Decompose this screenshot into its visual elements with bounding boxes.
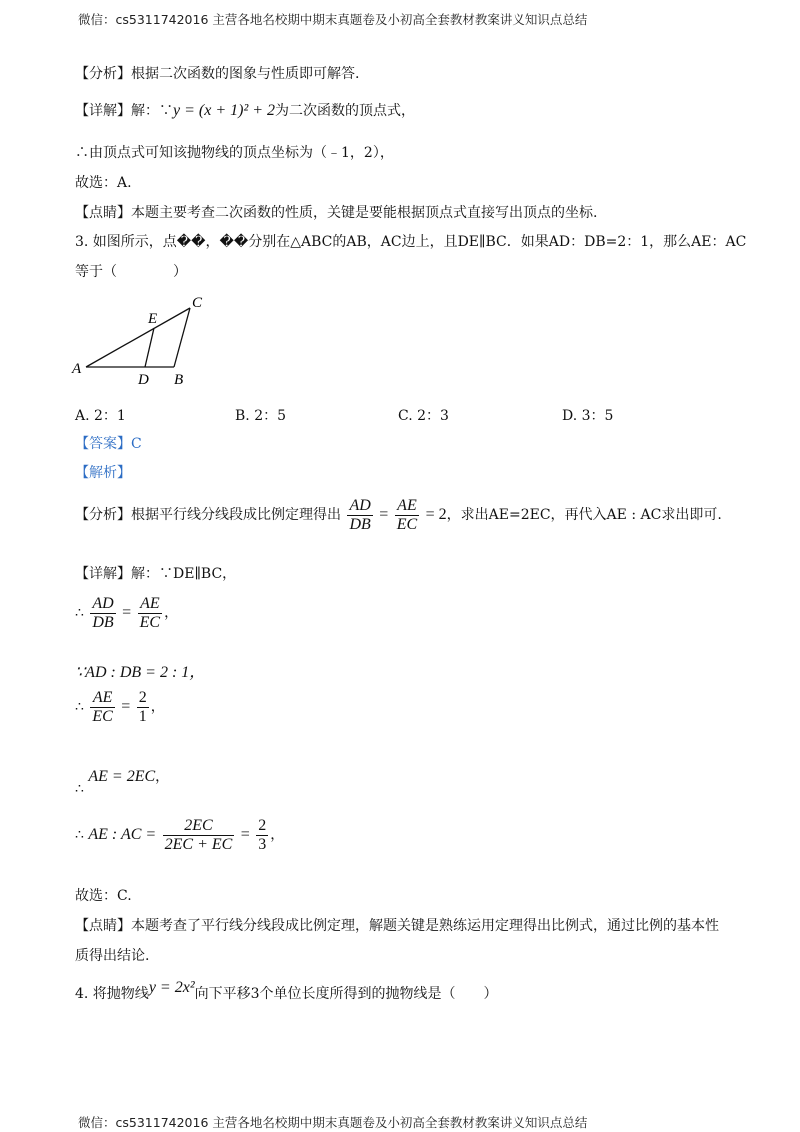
q3-analysis-prefix: 【分析】根据平行线分线段成比例定理得出 — [75, 507, 341, 523]
q3-analysis-suffix: ，求出AE=2EC，再代入AE : AC求出即可. — [446, 507, 722, 523]
frac-2-3 — [256, 817, 268, 854]
q2-analysis: 【分析】根据二次函数的图象与性质即可解答. — [75, 66, 360, 82]
triangle-figure — [70, 292, 220, 392]
q2-detail-prefix: 【详解】解：∵ — [75, 103, 173, 119]
q4-stem-suffix: 向下平移3个单位长度所得到的抛物线是（ ） — [194, 986, 498, 1002]
q2-formula: y = (x + 1)² + 2 — [173, 102, 276, 119]
frac-num: 2 — [258, 816, 267, 834]
frac-num: AE — [395, 497, 419, 516]
q3-step2: ∵AD : DB = 2 : 1， — [75, 664, 206, 681]
q3-option-a: A. 2：1 — [75, 408, 126, 424]
therefore-symbol: ∴ — [75, 605, 84, 621]
q3-step4 — [75, 762, 170, 797]
frac-ae-ec — [138, 595, 162, 632]
q4-stem-prefix: 4. 将抛物线 — [75, 986, 149, 1002]
q2-choice: 故选：A. — [75, 175, 132, 191]
q3-step1 — [75, 594, 178, 632]
frac-num: 2EC — [163, 817, 235, 836]
q3-option-b: B. 2：5 — [235, 408, 287, 424]
q3-stem-line2: 等于（ ） — [75, 264, 187, 280]
frac-den: EC — [396, 515, 418, 533]
segment-bc — [174, 308, 190, 367]
q2-detail-suffix: 为二次函数的顶点式， — [275, 103, 416, 119]
equals-two: = 2 — [425, 506, 447, 523]
q3-choice: 故选：C. — [75, 888, 132, 904]
q3-step3 — [75, 688, 165, 726]
q3-option-d: D. 3：5 — [562, 408, 614, 424]
page-header: 微信：cs5311742016 主营各地名校期中期末真题卷及小初高全套教材教案讲义知识点总结 — [78, 12, 588, 27]
comma: ， — [150, 699, 165, 715]
label-b: B — [174, 372, 184, 388]
therefore-symbol: ∴ — [75, 781, 84, 797]
label-a: A — [72, 361, 82, 377]
equals: = — [121, 698, 131, 715]
page-footer: 微信：cs5311742016 主营各地名校期中期末真题卷及小初高全套教材教案讲义知识点总结 — [78, 1115, 588, 1130]
q3-explain-tag: 【解析】 — [75, 465, 131, 481]
q3-answer-tag: 【答案】C — [75, 436, 142, 452]
frac-den: EC — [92, 707, 113, 725]
q4-stem — [75, 979, 498, 1004]
therefore-symbol: ∴ — [75, 827, 84, 843]
frac-2ec-3ec — [163, 817, 235, 854]
frac-den: 1 — [138, 707, 147, 725]
ae-ac-ratio: AE : AC = — [88, 826, 157, 843]
frac-ad-db — [347, 497, 372, 534]
frac-den: EC — [139, 613, 161, 631]
q2-detail — [75, 101, 415, 121]
equals: = — [379, 506, 389, 523]
frac-num: 2 — [138, 688, 147, 706]
label-c: C — [192, 295, 203, 311]
label-e: E — [148, 311, 158, 327]
frac-num: AE — [90, 689, 114, 708]
frac-den: DB — [92, 613, 114, 631]
frac-num: AE — [138, 595, 162, 614]
therefore-symbol: ∴ — [75, 699, 84, 715]
q3-step5 — [75, 816, 284, 854]
q2-comment: 【点睛】本题主要考查二次函数的性质，关键是要能根据顶点式直接写出顶点的坐标. — [75, 205, 598, 221]
q3-detail: 【详解】解：∵DE∥BC， — [75, 566, 237, 582]
ae-equals-2ec: AE = 2EC — [88, 768, 156, 785]
frac-den: 2EC + EC — [164, 835, 233, 853]
q3-option-c: C. 2：3 — [398, 408, 449, 424]
equals: = — [240, 826, 250, 843]
frac-den: DB — [349, 515, 371, 533]
q3-comment-line2: 质得出结论. — [75, 948, 150, 964]
comma: ， — [155, 769, 170, 785]
frac-2-1 — [137, 689, 149, 726]
q3-stem-line1: 3. 如图所示，点��，��分别在△ABC的AB，AC边上，且DE∥BC．如果AD：DB=2：1，那么AE：AC — [75, 234, 747, 250]
q4-formula: y = 2x² — [148, 979, 195, 996]
segment-de — [145, 328, 154, 367]
equals: = — [122, 604, 132, 621]
q3-analysis — [75, 496, 722, 534]
frac-ad-db — [90, 595, 115, 632]
frac-den: 3 — [258, 835, 267, 853]
frac-ae-ec — [90, 689, 114, 726]
comma: ， — [164, 605, 179, 621]
frac-num: AD — [92, 594, 114, 612]
q3-comment-line1: 【点睛】本题考查了平行线分线段成比例定理，解题关键是熟练运用定理得出比例式，通过比例的基本性 — [75, 918, 719, 934]
frac-ae-ec — [395, 497, 419, 534]
segment-ac — [86, 308, 190, 367]
comma: ， — [270, 827, 285, 843]
label-d: D — [138, 372, 149, 388]
q2-vertex-line: ∴由顶点式可知该抛物线的顶点坐标为（﹣1，2）， — [75, 145, 394, 161]
frac-num: AD — [349, 496, 371, 514]
